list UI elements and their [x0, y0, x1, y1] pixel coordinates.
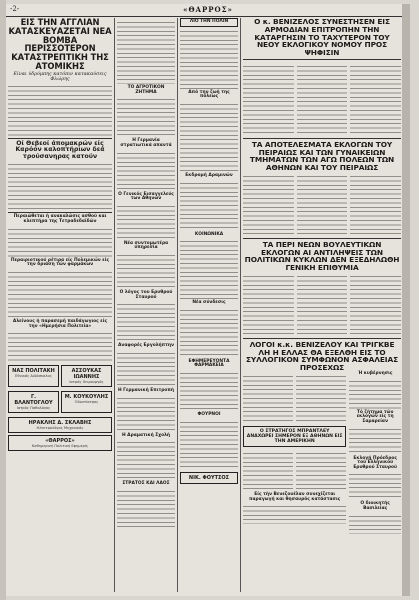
headline-c2-8: Η Δραματική Σχολή [121, 432, 171, 438]
column-2 [117, 18, 175, 592]
article-text [180, 239, 238, 299]
ad-box [180, 472, 238, 484]
side-headline-2: Τό ζήτημα τών εκλογών είς τη Σαμαρείαν [356, 409, 394, 424]
article-text [297, 64, 348, 134]
headline-c3-5: Νέα σύνδεσις [192, 300, 226, 306]
article-block [243, 272, 401, 336]
ad-box [61, 365, 112, 387]
headline-c2-5: Ο λόγος του Ερυθρού Σταυρού [119, 290, 173, 300]
article-text [349, 514, 401, 534]
ad-box [61, 391, 112, 413]
side-headline-4: Ο διοικητής Βασιλείας [360, 501, 390, 512]
column-rule [114, 18, 115, 592]
headline-c3-2: Από την ζωή της πόλεως [188, 89, 230, 100]
ad-text: Ηλεκτρολόγος Μηχανικός [36, 426, 84, 431]
ad-name: ΑΣΣΟΥΚΑΣ ΙΩΑΝΝΗΣ [71, 368, 102, 381]
article-text [8, 270, 112, 318]
divider [243, 238, 401, 239]
headline-c2-4: Νέα συντομωτέρα ύπηρεσία [123, 240, 169, 251]
side-headline-1: Ή κυβέρνησις [357, 371, 393, 377]
page-edge [402, 4, 410, 596]
headline-venizelos: Ο κ. ΒΕΝΙΖΕΛΟΣ ΣΥΝΕΣΤΗΣΕΝ ΕΙΣ ΑΡΜΟΔΙΑΝ ΕΠΙΤΡΟΠΗΝ ΤΗΝ ΚΑΤΑΡΓΗΣΙΝ ΤΟ ΤΑΧΥΤΕΡΟΝ ΤΟΥ ΝΕΟΥ ΕΚΛΟΓΙΚΟΥ ΝΟΜΟΥ ΠΡΟΣ ΨΗΦΙΣΙΝ [254, 18, 390, 58]
left-subcolumns [243, 372, 346, 536]
article-text [117, 351, 175, 387]
article-text [349, 379, 401, 409]
article-text [117, 440, 175, 480]
boxed-headline-text: Ο ΣΤΡΑΤΗΓΟΣ ΜΠΡΑΝΤΛΕΥ ΑΝΑΧΩΡΕΙ ΣΗΜΕΡΟΝ ΕΞ ΑΘΗΝΩΝ ΕΙΣ ΤΗΝ ΑΜΕΡΙΚΗΝ [246, 429, 343, 445]
article-block [243, 62, 401, 136]
article-text [350, 174, 401, 234]
ad-text: Εθνικός Διδάσκαλος [15, 374, 52, 379]
article-text [8, 162, 112, 210]
article-text [8, 84, 112, 136]
article-text [117, 204, 175, 240]
headline-4: Περαιριοτικού ρέτιρα είς Πολεμικών είς την δριάση τών φαρμάκων [10, 257, 110, 268]
right-subcolumn [349, 372, 401, 536]
article-text [243, 274, 294, 334]
ad-name: ΗΡΑΚΛΗΣ Δ. ΣΚΛΑΒΗΣ [28, 420, 92, 427]
side-headline-3: Εκλογή Πρόεδρος τού Ελληνικού Ερυθρού Σταυρού [353, 455, 397, 470]
article-text [117, 97, 175, 137]
ad-box [8, 365, 59, 387]
ad-text: Οδοντίατρος [74, 400, 99, 405]
boxed-headline [243, 426, 346, 447]
article-text [180, 420, 238, 470]
article-text [180, 181, 238, 231]
newspaper-page [6, 4, 410, 596]
headline-c3-6: ΕΦΗΜΕΡΕΥΟΝΤΑ ΦΑΡΜΑΚΕΙΑ [188, 358, 230, 369]
article-text [8, 227, 112, 257]
article-text [243, 64, 294, 134]
running-header [6, 4, 410, 17]
headline-c3-3: Εκδρομή Δραμινών [185, 172, 233, 178]
headline-c3-7: ΦΟΥΡΝΟΙ [197, 412, 221, 417]
article-text [350, 64, 401, 134]
article-text [117, 253, 175, 289]
headline-3: Περαιώθεται ή ανακαλώσις ασθού και κλεπτήρα της Τετραδεδαϊδών [13, 214, 107, 224]
article-block [243, 172, 401, 236]
headline-venezuela: Είς τὴν Βενεζουέλαν συνεχίζεται παραγωγή και θησαυρός κατάστασις [249, 492, 341, 502]
headline-political: ΤΑ ΠΕΡΙ ΝΕΩΝ ΒΟΥΛΕΥΤΙΚΩΝ ΕΚΛΟΓΩΝ ΑΙ ΑΝΤΙΛΗΨΕΙΣ ΤΩΝ ΠΟΛΙΤΙΚΩΝ ΚΥΚΛΩΝ ΔΕΝ ΕΞΕΔΗΛΩΘΗ ΓΕΝΙΚΗ ΕΠΙΘΥΜΙΑ [244, 239, 400, 273]
headline-c2-1: ΤΟ ΑΓΡΟΤΙΚΟΝ ΖΗΤΗΜΑ [127, 85, 165, 95]
headline-bomb: ΕΙΣ ΤΗΝ ΑΓΓΛΙΑΝ ΚΑΤΑΣΚΕΥΑΖΕΤΑΙ ΝΕΑ ΒΟΜΒΑ ΠΕΡΙΣΣΟΤΕΡΟΝ ΚΑΤΑΣΤΡΕΠΤΙΚΗ ΤΗΣ ΑΤΟΜΙΚΗΣ [8, 18, 112, 72]
ad-box [8, 435, 112, 451]
headline-speeches: ΛΟΓΟΙ κ.κ. ΒΕΝΙΖΕΛΟΥ ΚΑΙ ΤΡΙΓΚΒΕ ΛΗ Η ΕΛΛΑΣ ΘΑ ΕΞΕΛΘΗ ΕΙΣ ΤΟ ΣΥΛΛΟΓΙΚΟΝ ΣΥΜΦΩΝΟΝ ΑΣΦΑΛΕΙΑΣ ΠΡΟΣΕΧΩΣ [245, 339, 399, 373]
ad-text: Καθημερινή Πολιτική Εφημερίς [31, 444, 89, 449]
headline-c3-4: ΚΟΙΝΩΝΙΚΑ [194, 231, 224, 237]
divider [8, 138, 112, 139]
ad-name: Μ. ΚΟΥΚΟΥΛΗΣ [64, 394, 109, 401]
article-text [117, 302, 175, 342]
article-text [117, 151, 175, 191]
headline-c2-2: Η Γερμανία στρατιωτικά απαντά [120, 138, 172, 148]
column-3 [180, 18, 238, 592]
article-text [297, 174, 348, 234]
headline-c2-6: Αναφορές Εργολήπτην [117, 343, 175, 349]
headline-2: Οί Θεβεοί άπομακρών είς Καρόον καλοπτήριων δεά τρούσανηρας κατούν [15, 139, 105, 160]
article-text [296, 451, 346, 491]
article-text [243, 504, 346, 524]
article-text [117, 396, 175, 432]
headline-c2-3: Ο Γενικός Εισαγγελεύς των Αθηνών [118, 191, 174, 202]
ad-name: ΝΑΣ ΠΟΛΙΤΑΚΗ [12, 368, 55, 375]
article-text [296, 374, 346, 422]
article-text [117, 489, 175, 529]
ad-text: Ιατρός Χειρουργός [69, 380, 104, 385]
article-text [180, 29, 238, 89]
article-text [180, 102, 238, 172]
headline-5: Αλείνους ή παρασεμή παιδάγωγιος είς την «Ημερήσια Πολιτεία» [12, 318, 108, 329]
article-text [243, 451, 293, 491]
article-text [117, 20, 175, 84]
ads-row-1 [8, 363, 112, 389]
subcolumn-row [243, 449, 346, 493]
ad-name: Γ. ΒΛΑΝΤΟΓΛΟΥ [14, 394, 53, 407]
ad-name: «ΘΑΡΡΟΣ» [45, 438, 75, 445]
page-number: -2- [10, 5, 20, 13]
divider [243, 338, 401, 339]
subhead-bomb: Είναι ύδρόμπης κατόπιν κατακαύσεις Φλώρης [13, 71, 107, 82]
ad-box [8, 417, 112, 433]
article-text [297, 274, 348, 334]
article-text [349, 472, 401, 500]
article-block [243, 372, 401, 536]
article-text [243, 374, 293, 422]
ads-row-2 [8, 389, 112, 415]
column-4 [243, 18, 401, 592]
article-text [180, 371, 238, 411]
headline-c3-1: ΛΙΟ ΤΗΝ ΠΟΛΙΝ [180, 18, 238, 27]
article-text [349, 427, 401, 455]
headline-elections: ΤΑ ΑΠΟΤΕΛΕΣΜΑΤΑ ΕΚΛΟΓΩΝ ΤΟΥ ΠΕΙΡΑΙΩΣ ΚΑΙ ΤΩΝ ΓΥΝΑΙΚΕΙΩΝ ΤΜΗΜΑΤΩΝ ΤΩΝ ΑΓΩ ΠΟΛΕΩΝ ΤΩΝ ΑΘΗΝΩΝ ΚΑΙ ΤΟΥ ΠΕΙΡΑΙΩΣ [249, 139, 395, 173]
divider [243, 59, 401, 60]
ad-name: ΝΙΚ. ΦΟΥΤΣΟΣ [188, 474, 230, 481]
subcolumn-row [243, 372, 346, 424]
column-rule [240, 18, 241, 592]
column-1 [8, 18, 112, 592]
ad-text: Ιατρός Παθολόγος [16, 406, 51, 411]
masthead: «ΘΑΡΡΟΣ» [183, 5, 233, 14]
headline-c2-9: ΣΤΡΑΤΟΣ ΚΑΙ ΛΑΟΣ [122, 481, 170, 487]
headline-c2-7: Η Γερμανική Επιτροπή [117, 387, 175, 393]
column-rule [177, 18, 178, 592]
article-text [8, 331, 112, 361]
article-text [350, 274, 401, 334]
article-text [180, 308, 238, 358]
ad-box [8, 391, 59, 413]
divider [243, 138, 401, 139]
article-text [243, 174, 294, 234]
